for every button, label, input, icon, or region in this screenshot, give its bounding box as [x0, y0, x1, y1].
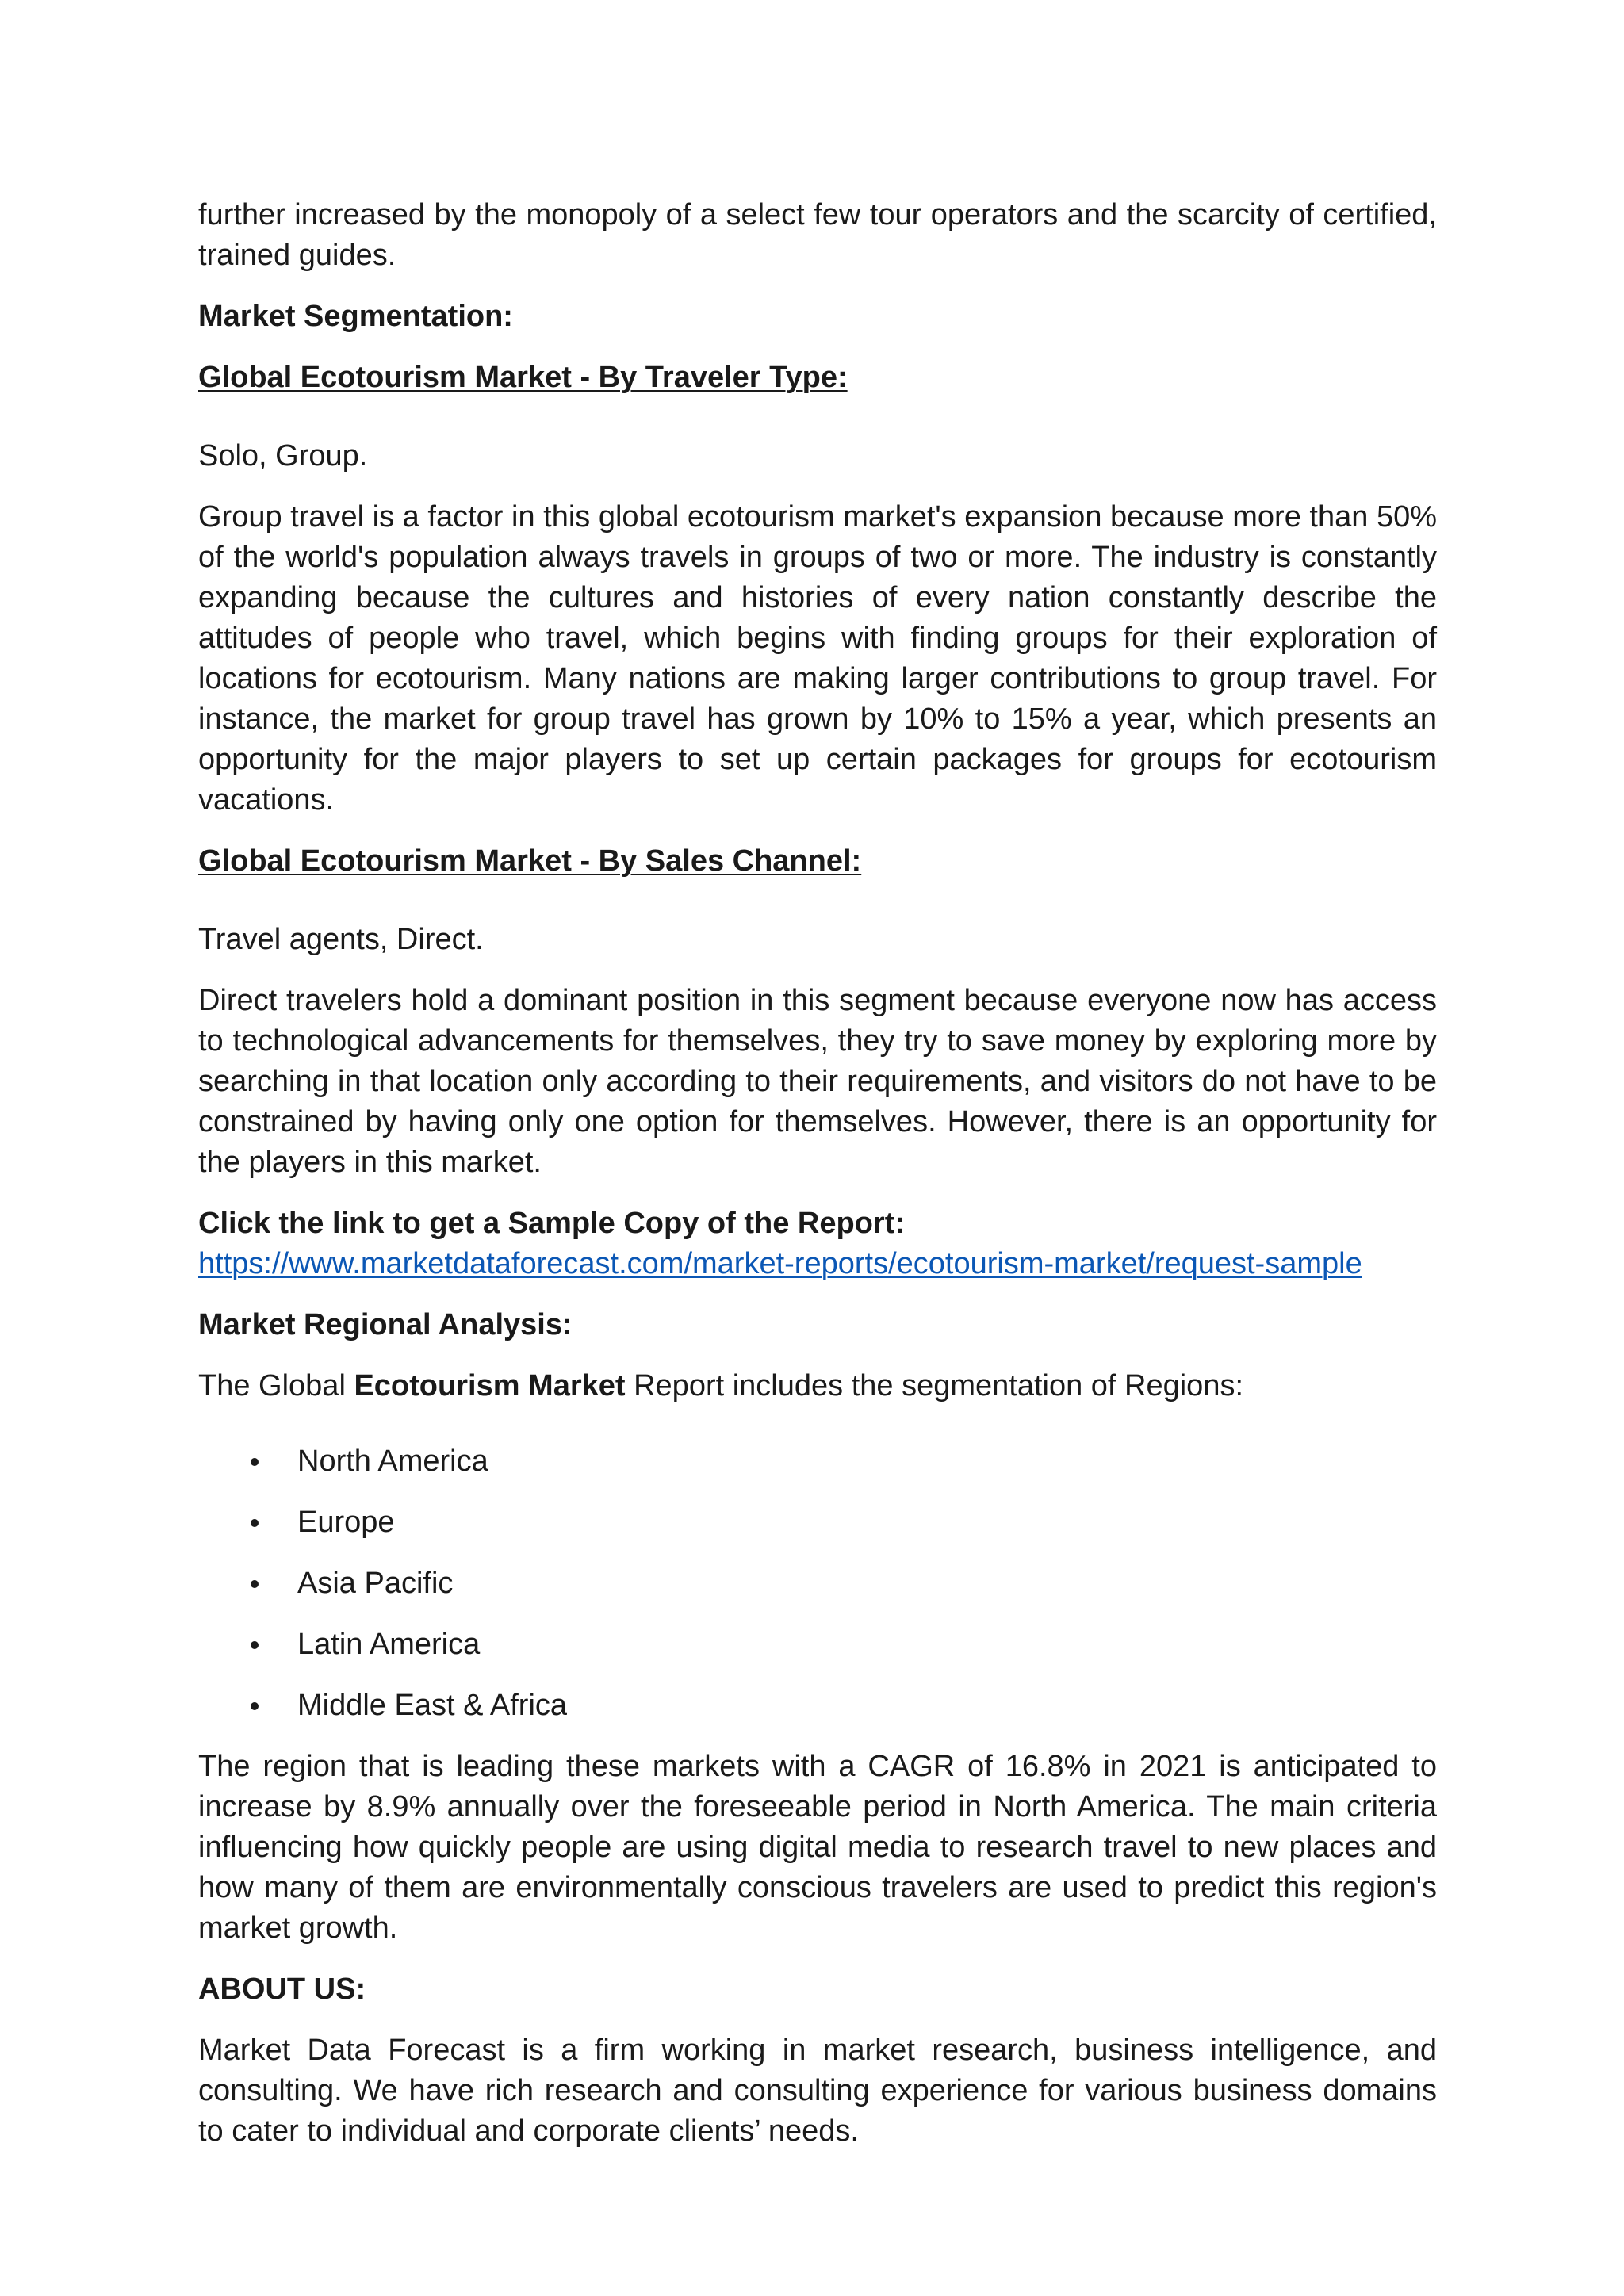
regional-intro-prefix: The Global [198, 1369, 354, 1402]
list-item [198, 1502, 1437, 1543]
list-item [198, 1563, 1437, 1604]
regional-intro-suffix: Report includes the segmentation of Regions: [625, 1369, 1244, 1402]
about-us-heading: ABOUT US: [198, 1973, 366, 2006]
intro-continuation: further increased by the monopoly of a select few tour operators and the scarcity of certified, trained guides. [198, 198, 1437, 272]
regional-intro-bold: Ecotourism Market [354, 1369, 626, 1402]
sales-channel-heading: Global Ecotourism Market - By Sales Channel: [198, 844, 862, 878]
bullet-icon [251, 1580, 259, 1588]
list-item [198, 1441, 1437, 1482]
bullet-icon [251, 1458, 259, 1466]
sales-channel-items: Travel agents, Direct. [198, 923, 484, 956]
region-label: Europe [297, 1506, 395, 1539]
list-item [198, 1624, 1437, 1665]
market-segmentation-heading: Market Segmentation: [198, 300, 513, 333]
list-item [198, 1686, 1437, 1726]
sample-copy-link[interactable]: https://www.marketdataforecast.com/market-reports/ecotourism-market/request-sample [198, 1247, 1362, 1280]
document-page [198, 195, 1437, 2152]
bullet-icon [251, 1702, 259, 1710]
bullet-icon [251, 1519, 259, 1527]
sales-channel-body: Direct travelers hold a dominant position in this segment because everyone now has access to technological advancements for themselves, they try to save money by exploring more by searching in that location only according to their requirements, and visitors do not have to be constrained by having only one option for themselves. However, there is an opportunity for the players in this market. [198, 984, 1437, 1179]
sample-copy-link-line [198, 1244, 1437, 1284]
region-label: Asia Pacific [297, 1567, 454, 1600]
traveler-type-heading: Global Ecotourism Market - By Traveler Type: [198, 361, 848, 394]
sample-copy-label: Click the link to get a Sample Copy of the Report: [198, 1207, 905, 1240]
region-label: Latin America [297, 1628, 481, 1661]
traveler-type-items: Solo, Group. [198, 439, 368, 473]
traveler-type-body: Group travel is a factor in this global ecotourism market's expansion because more than 50% of the world's population always travels in groups of two or more. The industry is constantly expanding because the cultures and histories of every nation constantly describe the attitudes of people who travel, which begins with finding groups for their exploration of locations for ecotourism. Many nations are making larger contributions to group travel. For instance, the market for group travel has grown by 10% to 15% a year, which presents an opportunity for the major players to set up certain packages for groups for ecotourism vacations. [198, 500, 1437, 817]
regional-analysis-heading: Market Regional Analysis: [198, 1308, 573, 1341]
region-label: North America [297, 1445, 488, 1478]
region-label: Middle East & Africa [297, 1689, 568, 1722]
regions-list [198, 1441, 1437, 1726]
regional-intro [198, 1366, 1437, 1406]
regional-body: The region that is leading these markets with a CAGR of 16.8% in 2021 is anticipated to increase by 8.9% annually over the foreseeable period in North America. The main criteria influencing how quickly people are using digital media to research travel to new places and how many of them are environmentally conscious travelers are used to predict this region's market growth. [198, 1750, 1437, 1945]
about-us-body: Market Data Forecast is a firm working in market research, business intelligence, and consulting. We have rich research and consulting experience for various business domains to cater to individual and corporate clients’ needs. [198, 2034, 1437, 2148]
bullet-icon [251, 1641, 259, 1649]
